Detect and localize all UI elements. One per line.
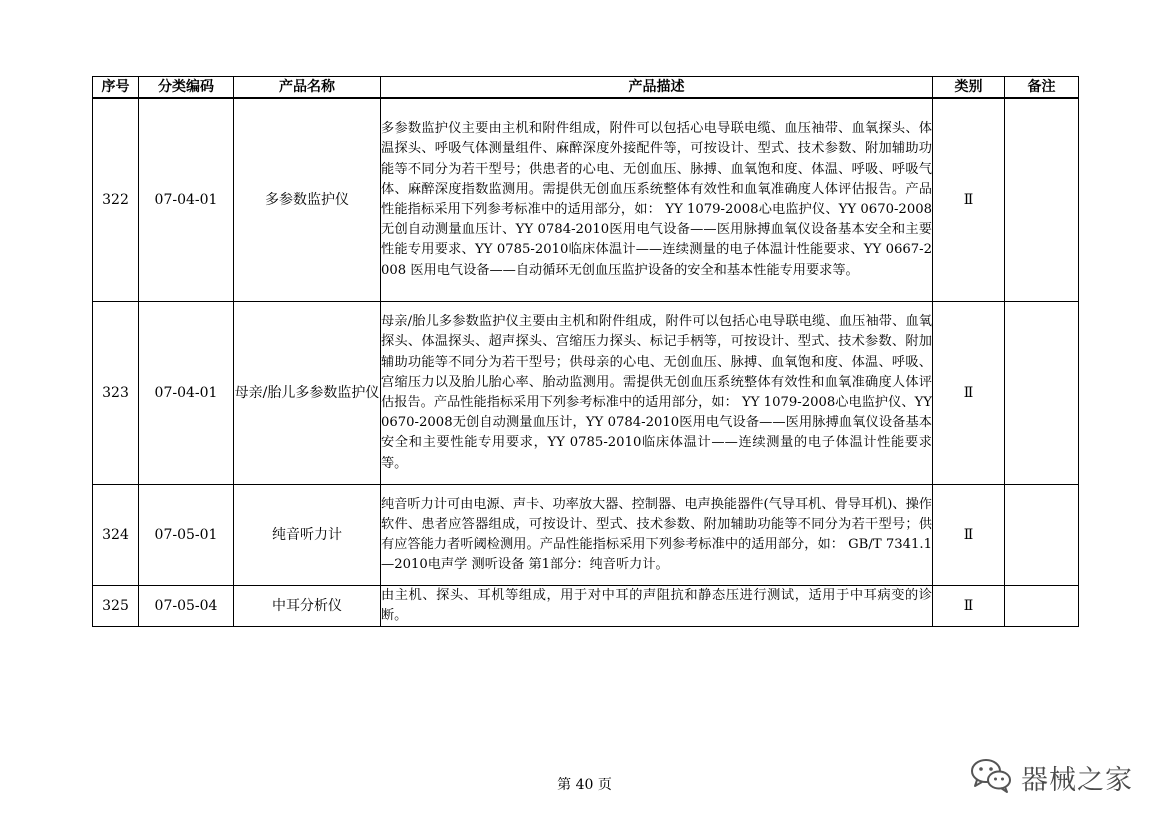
header-name: 产品名称 — [234, 77, 381, 99]
header-desc: 产品描述 — [381, 77, 933, 99]
page-number: 第 40 页 — [557, 777, 612, 793]
header-category: 类别 — [933, 77, 1005, 99]
cell-desc: 多参数监护仪主要由主机和附件组成，附件可以包括心电导联电缆、血压袖带、血氧探头、体温探头、呼吸气体测量组件、麻醉深度外接配件等，可按设计、型式、技术参数、附加辅助功能等不同分为若干型号；供患者的心电、无创血压、脉搏、血氧饱和度、体温、呼吸、呼吸气体、麻醉深度指数监测用。需提供无创血压系统整体有效性和血氧准确度人体评估报告。产品性能指标采用下列参考标准中的适用部分，如： YY 1079-2008心电监护仪、YY 0670-2008无创自动测量血压计、YY 0784-2010医用电气设备——医用脉搏血氧仪设备基本安全和主要性能专用要求、YY 0785-2010临床体温计——连续测量的电子体温计性能要求、YY 0667-2008 医用电气设备——自动循环无创血压监护设备的安全和基本性能专用要求等。 — [381, 98, 933, 302]
header-code: 分类编码 — [139, 77, 234, 99]
cell-name: 母亲/胎儿多参数监护仪 — [234, 302, 381, 485]
cell-desc: 母亲/胎儿多参数监护仪主要由主机和附件组成，附件可以包括心电导联电缆、血压袖带、血氧探头、体温探头、超声探头、宫缩压力探头、标记手柄等，可按设计、型式、技术参数、附加辅助功能等不同分为若干型号；供母亲的心电、无创血压、脉搏、血氧饱和度、体温、呼吸、宫缩压力以及胎儿胎心率、胎动监测用。需提供无创血压系统整体有效性和血氧准确度人体评估报告。产品性能指标采用下列参考标准中的适用部分，如： YY 1079-2008心电监护仪、YY 0670-2008无创自动测量血压计，YY 0784-2010医用电气设备——医用脉搏血氧仪设备基本安全和主要性能专用要求，YY 0785-2010临床体温计——连续测量的电子体温计性能要求等。 — [381, 302, 933, 485]
table-header-row — [93, 77, 1079, 99]
cell-name: 多参数监护仪 — [234, 98, 381, 302]
cell-category: Ⅱ — [933, 586, 1005, 627]
device-catalog-table — [92, 76, 1079, 627]
cell-name: 纯音听力计 — [234, 485, 381, 586]
cell-code: 07-04-01 — [139, 98, 234, 302]
table-row — [93, 485, 1079, 586]
cell-desc: 由主机、探头、耳机等组成，用于对中耳的声阻抗和静态压进行测试，适用于中耳病变的诊断。 — [381, 586, 933, 627]
cell-remarks — [1005, 302, 1079, 485]
cell-category: Ⅱ — [933, 302, 1005, 485]
cell-remarks — [1005, 485, 1079, 586]
watermark — [969, 756, 1133, 798]
cell-code: 07-05-04 — [139, 586, 234, 627]
watermark-text: 器械之家 — [1021, 764, 1133, 796]
cell-seq: 325 — [93, 586, 139, 627]
cell-desc: 纯音听力计可由电源、声卡、功率放大器、控制器、电声换能器件(气导耳机、骨导耳机)、操作软件、患者应答器组成，可按设计、型式、技术参数、附加辅助功能等不同分为若干型号；供有应答能力者听阈检测用。产品性能指标采用下列参考标准中的适用部分，如： GB/T 7341.1—2010电声学 测听设备 第1部分：纯音听力计。 — [381, 485, 933, 586]
wechat-icon — [969, 756, 1013, 798]
table-row — [93, 98, 1079, 302]
header-seq: 序号 — [93, 77, 139, 99]
table-row — [93, 586, 1079, 627]
cell-seq: 323 — [93, 302, 139, 485]
cell-code: 07-05-01 — [139, 485, 234, 586]
cell-category: Ⅱ — [933, 98, 1005, 302]
cell-category: Ⅱ — [933, 485, 1005, 586]
cell-name: 中耳分析仪 — [234, 586, 381, 627]
cell-remarks — [1005, 586, 1079, 627]
cell-remarks — [1005, 98, 1079, 302]
cell-seq: 324 — [93, 485, 139, 586]
table-row — [93, 302, 1079, 485]
cell-code: 07-04-01 — [139, 302, 234, 485]
cell-seq: 322 — [93, 98, 139, 302]
header-remarks: 备注 — [1005, 77, 1079, 99]
